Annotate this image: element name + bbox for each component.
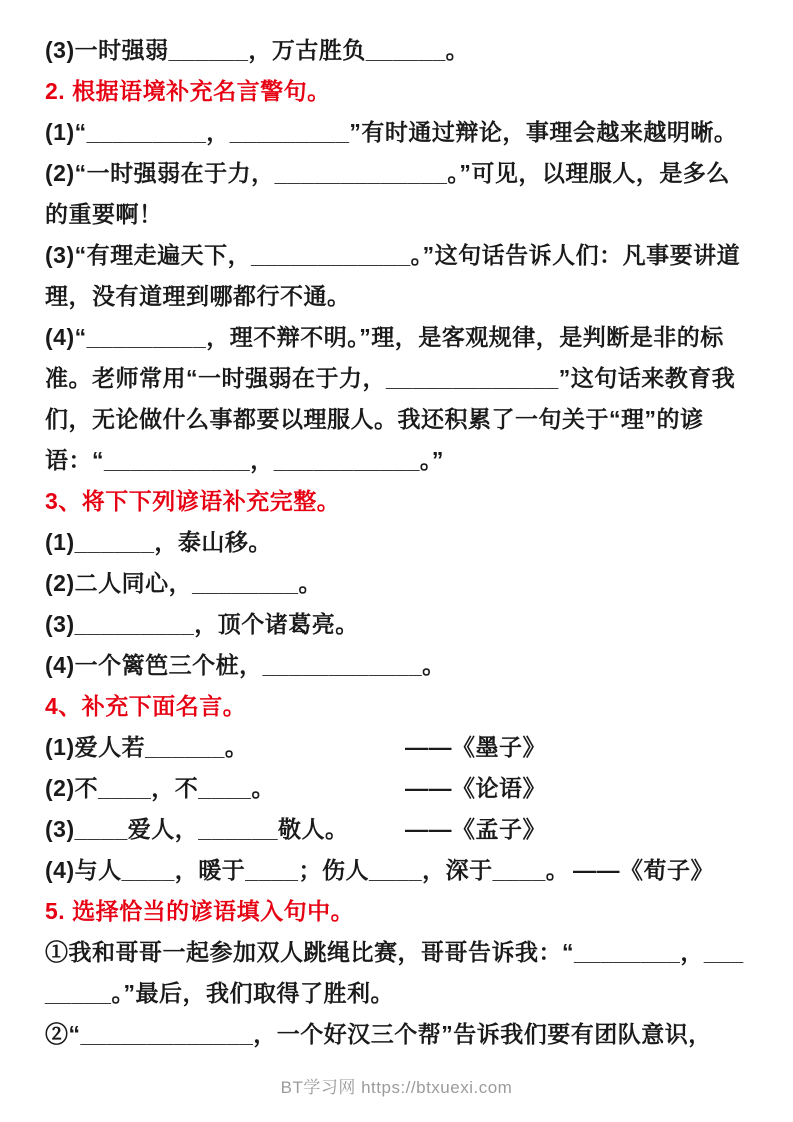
section2-item4: (4)“_________，理不辩不明。”理，是客观规律，是判断是非的标准。老师常用“一时强弱在于力，_____________”这句话来教育我们，无论做什么事都要以理服人。我还积累了一句关于“理”的谚语：“___________，___________。” xyxy=(45,324,736,473)
section3-heading: 3、将下下列谚语补充完整。 xyxy=(45,488,341,514)
quote-source-xunzi: ——《荀子》 xyxy=(573,857,714,883)
section4-item3 xyxy=(45,809,748,850)
section3-item3: (3)_________，顶个诸葛亮。 xyxy=(45,611,359,637)
quote-source-lunyu: ——《论语》 xyxy=(405,775,546,801)
section2-heading: 2. 根据语境补充名言警句。 xyxy=(45,78,331,104)
quote-text: (1)爱人若______。 xyxy=(45,734,249,760)
section3-item2: (2)二人同心，________。 xyxy=(45,570,322,596)
quote-text: (2)不____，不____。 xyxy=(45,775,275,801)
section4-item4 xyxy=(45,850,748,891)
footer-watermark: BT学习网 https://btxuexi.com xyxy=(280,1078,513,1097)
section2-item2: (2)“一时强弱在于力，_____________。”可见，以理服人，是多么的重要啊！ xyxy=(45,160,730,227)
quote-source-mengzi: ——《孟子》 xyxy=(405,816,546,842)
quote-text: (4)与人____，暖于____；伤人____，深于____。 xyxy=(45,857,570,883)
section4-heading: 4、补充下面名言。 xyxy=(45,693,247,719)
section4-item2 xyxy=(45,768,748,809)
quote-text: (3)____爱人，______敬人。 xyxy=(45,816,349,842)
section2-item3: (3)“有理走遍天下，____________。”这句话告诉人们：凡事要讲道理，没有道理到哪都行不通。 xyxy=(45,242,741,309)
section3-item4: (4)一个篱笆三个桩，____________。 xyxy=(45,652,446,678)
section5-item1: ①我和哥哥一起参加双人跳绳比赛，哥哥告诉我：“________，________。”最后，我们取得了胜利。 xyxy=(45,939,744,1006)
section5-item2: ②“_____________，一个好汉三个帮”告诉我们要有团队意识， xyxy=(45,1021,712,1047)
section5-heading: 5. 选择恰当的谚语填入句中。 xyxy=(45,898,355,924)
quote-source-mozi: ——《墨子》 xyxy=(405,734,546,760)
section3-item1: (1)______，泰山移。 xyxy=(45,529,272,555)
section2-item1: (1)“_________，_________”有时通过辩论，事理会越来越明晰。 xyxy=(45,119,738,145)
question1-item3: (3)一时强弱______，万古胜负______。 xyxy=(45,37,470,63)
section4-item1 xyxy=(45,727,748,768)
